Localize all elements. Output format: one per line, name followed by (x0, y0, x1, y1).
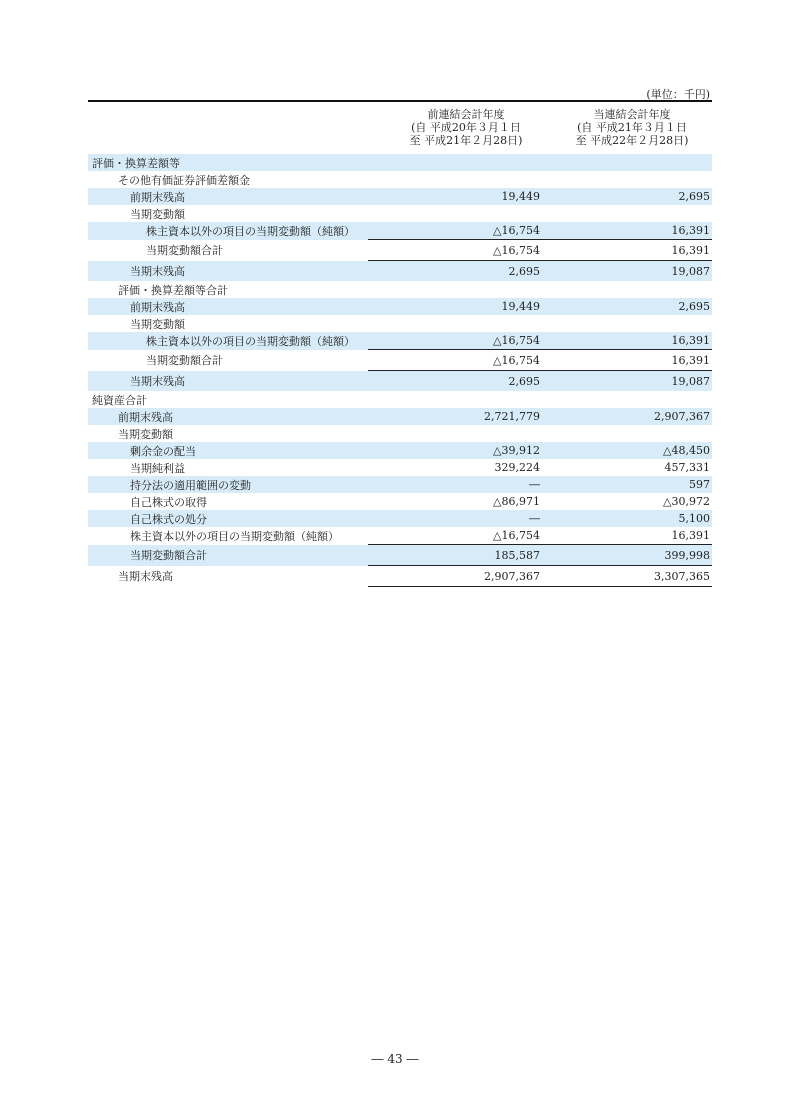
value-current-year: 457,331 (664, 461, 710, 474)
table-row (88, 391, 712, 408)
row-label: 評価・換算差額等 (88, 154, 368, 171)
table-row (88, 408, 712, 425)
value-current-year: 2,907,367 (542, 408, 712, 425)
value-current-year: 16,391 (542, 240, 712, 261)
value-previous-year (368, 154, 542, 171)
value-previous-year: △16,754 (493, 529, 540, 542)
column-period-from: (自 平成20年３月１日 (411, 121, 521, 134)
row-label: 当期変動額合計 (146, 244, 223, 257)
value-current-year: 19,087 (542, 371, 712, 392)
value-current-year (542, 205, 712, 222)
row-label: 当期末残高 (88, 261, 368, 282)
value-previous-year (368, 171, 542, 188)
table-row (88, 154, 712, 171)
row-label: 当期変動額 (130, 317, 185, 331)
column-period-from: (自 平成21年３月１日 (577, 121, 687, 134)
table-row (88, 171, 712, 188)
value-current-year (542, 281, 712, 298)
table-row (88, 425, 712, 442)
row-label: 当期末残高 (88, 371, 368, 392)
row-label: 自己株式の取得 (130, 495, 207, 509)
table-row (88, 315, 712, 332)
column-title: 当連結会計年度 (593, 108, 671, 121)
column-period-to: 至 平成22年２月28日) (575, 134, 689, 147)
table-row (88, 476, 712, 493)
row-label: 前期末残高 (88, 188, 368, 205)
table-row (88, 371, 712, 392)
value-current-year (542, 171, 712, 188)
value-current-year: 3,307,365 (542, 566, 712, 587)
column-header-current-year (552, 108, 712, 147)
header-rule (88, 100, 712, 102)
value-current-year (542, 315, 712, 332)
value-previous-year (368, 205, 542, 222)
value-current-year (542, 391, 712, 408)
row-label: 前期末残高 (88, 408, 368, 425)
table-row (88, 493, 712, 510)
value-current-year: 5,100 (542, 510, 712, 527)
value-previous-year: 329,224 (494, 461, 540, 474)
row-label: 株主資本以外の項目の当期変動額（純額） (130, 529, 339, 543)
value-current-year: 16,391 (542, 350, 712, 371)
table-row (88, 188, 712, 205)
value-previous-year: ― (368, 476, 542, 493)
value-current-year (542, 154, 712, 171)
table-row (88, 298, 712, 315)
page-number: ― 43 ― (371, 1052, 419, 1066)
row-label: 当期変動額合計 (146, 354, 223, 367)
value-previous-year: △16,754 (368, 332, 542, 350)
value-previous-year: △39,912 (368, 442, 542, 459)
table-row (88, 459, 712, 476)
value-current-year: 399,998 (542, 545, 712, 566)
row-label: 剰余金の配当 (88, 442, 368, 459)
row-label: 当期末残高 (118, 570, 173, 583)
table-body (88, 154, 712, 587)
value-previous-year (368, 391, 542, 408)
value-current-year: 19,087 (542, 261, 712, 282)
table-row (88, 332, 712, 350)
row-label: 株主資本以外の項目の当期変動額（純額） (88, 332, 368, 350)
table-row (88, 527, 712, 545)
value-previous-year: 2,907,367 (368, 566, 542, 587)
column-period-to: 至 平成21年２月28日) (409, 134, 523, 147)
value-previous-year (368, 425, 542, 442)
row-label: 当期変動額 (130, 207, 185, 221)
table-row (88, 281, 712, 298)
table-row (88, 261, 712, 282)
table-row (88, 510, 712, 527)
value-previous-year: ― (368, 510, 542, 527)
table-row (88, 222, 712, 240)
value-previous-year: △86,971 (493, 495, 540, 508)
row-label: 株主資本以外の項目の当期変動額（純額） (88, 222, 368, 240)
table-row (88, 350, 712, 371)
value-previous-year: 19,449 (368, 188, 542, 205)
row-label: 評価・換算差額等合計 (118, 283, 228, 297)
value-current-year: 16,391 (671, 529, 710, 542)
value-previous-year: 2,721,779 (368, 408, 542, 425)
value-previous-year: 2,695 (368, 261, 542, 282)
table-row (88, 442, 712, 459)
value-current-year: 2,695 (542, 188, 712, 205)
row-label: 純資産合計 (92, 393, 147, 407)
value-current-year: 597 (542, 476, 712, 493)
column-header-previous-year (386, 108, 546, 147)
row-label: 当期変動額合計 (88, 545, 368, 566)
row-label: 当期変動額 (118, 427, 173, 441)
value-current-year (542, 425, 712, 442)
value-current-year: △48,450 (542, 442, 712, 459)
value-current-year: △30,972 (663, 495, 710, 508)
value-current-year: 2,695 (542, 298, 712, 315)
row-label: 前期末残高 (88, 298, 368, 315)
row-label: 当期純利益 (130, 461, 185, 475)
unit-label: (単位：千円) (646, 88, 710, 101)
value-previous-year: △16,754 (368, 240, 542, 261)
value-previous-year (368, 315, 542, 332)
column-title: 前連結会計年度 (427, 108, 505, 121)
table-row (88, 545, 712, 566)
row-label: 持分法の適用範囲の変動 (88, 476, 368, 493)
value-previous-year: 2,695 (368, 371, 542, 392)
value-previous-year: △16,754 (368, 222, 542, 240)
table-row (88, 205, 712, 222)
value-previous-year: 19,449 (368, 298, 542, 315)
table-row (88, 566, 712, 587)
value-previous-year: 185,587 (368, 545, 542, 566)
row-label: 自己株式の処分 (88, 510, 368, 527)
value-previous-year: △16,754 (368, 350, 542, 371)
row-label: その他有価証券評価差額金 (118, 173, 250, 187)
table-row (88, 240, 712, 261)
value-current-year: 16,391 (542, 222, 712, 240)
value-current-year: 16,391 (542, 332, 712, 350)
value-previous-year (368, 281, 542, 298)
financial-statement-table (88, 154, 712, 587)
